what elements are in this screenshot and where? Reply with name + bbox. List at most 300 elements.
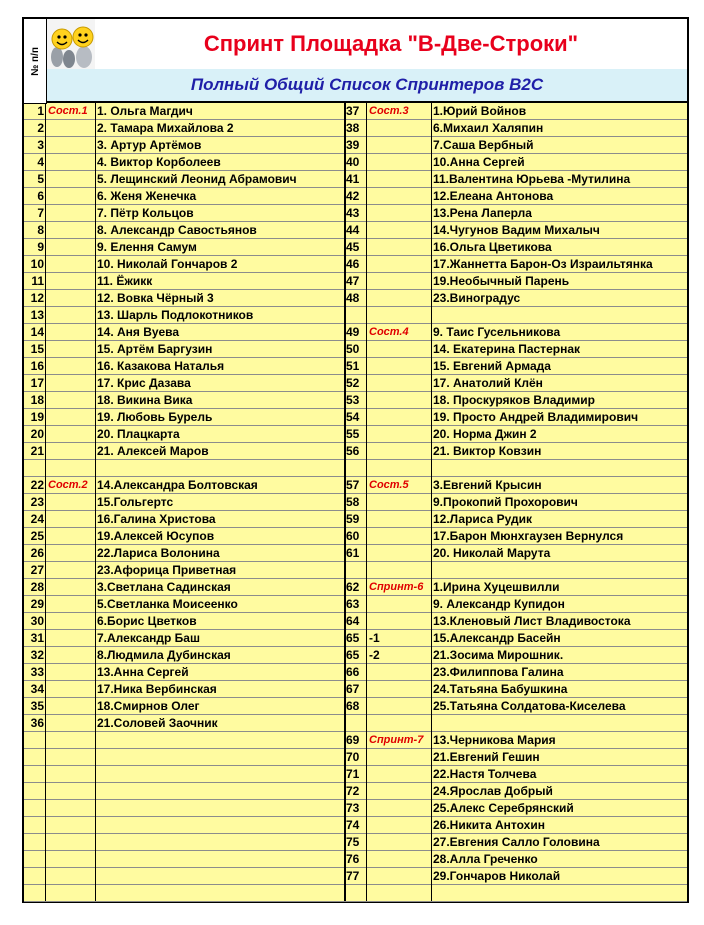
table-row (24, 579, 687, 596)
sprinter-right-cell: 12.Елеана Антонова (433, 189, 554, 203)
group-right-cell (367, 528, 431, 544)
row-number-left-cell: 5 (37, 172, 44, 186)
row-number-right-cell (345, 307, 366, 323)
column-divider (344, 103, 346, 901)
group-right-cell (367, 545, 431, 561)
table-row (24, 154, 687, 171)
table-row (24, 358, 687, 375)
row-number-right-cell: 41 (346, 172, 360, 186)
row-number-right-cell: 73 (346, 801, 360, 815)
sprinter-right-cell: 17. Анатолий Клён (433, 376, 543, 390)
table-row (24, 477, 687, 494)
group-right-cell (367, 205, 431, 221)
sprinter-left-cell: 6.Борис Цветков (97, 614, 197, 628)
group-right-cell (367, 851, 431, 867)
group-right-cell (367, 783, 431, 799)
table-row (24, 171, 687, 188)
row-number-right-cell: 40 (346, 155, 360, 169)
table-row (24, 613, 687, 630)
group-left-cell (46, 392, 95, 408)
row-number-left-cell: 9 (37, 240, 44, 254)
sprinter-left-cell: 13.Анна Сергей (97, 665, 189, 679)
table-row (24, 375, 687, 392)
sprinter-right-cell: 29.Гончаров Николай (433, 869, 561, 883)
row-number-left-cell: 1 (37, 104, 44, 118)
group-left-cell (46, 562, 95, 578)
row-number-right-cell: 65 (346, 648, 360, 662)
group-right-cell (367, 290, 431, 306)
column-divider (366, 103, 367, 901)
table-row (24, 647, 687, 664)
row-number-left-cell: 24 (30, 512, 44, 526)
row-number-right-cell: 44 (346, 223, 360, 237)
row-number-right-cell: 45 (346, 240, 360, 254)
row-number-right-cell: 63 (346, 597, 360, 611)
group-left-cell (46, 528, 95, 544)
sprinter-right-cell: 15.Александр Басейн (433, 631, 561, 645)
group-right-cell: Спринт-7 (369, 734, 424, 746)
row-number-right-cell: 46 (346, 257, 360, 271)
row-number-right-cell (345, 460, 366, 476)
table-row (24, 885, 687, 902)
table-row (24, 120, 687, 137)
sprinter-left-cell: 3.Светлана Садинская (97, 580, 231, 594)
group-right-cell (367, 443, 431, 459)
row-number-left-cell (24, 817, 45, 833)
row-number-left-cell: 16 (30, 359, 44, 373)
row-number-right-cell: 61 (346, 546, 360, 560)
row-number-right-cell: 66 (346, 665, 360, 679)
sprinter-right-cell: 26.Никита Антохин (433, 818, 545, 832)
table-row (24, 103, 687, 120)
sprinter-left-cell (96, 817, 344, 833)
group-right-cell (367, 664, 431, 680)
group-left-cell (46, 834, 95, 850)
sprinter-right-cell: 13.Рена Лаперла (433, 206, 532, 220)
row-number-right-cell: 42 (346, 189, 360, 203)
table-row (24, 528, 687, 545)
table-row (24, 392, 687, 409)
table-row (24, 205, 687, 222)
group-right-cell (367, 596, 431, 612)
group-left-cell (46, 868, 95, 884)
row-number-left-cell: 34 (30, 682, 44, 696)
sprinter-left-cell: 1. Ольга Магдич (97, 104, 193, 118)
sprinter-right-cell: 24.Ярослав Добрый (433, 784, 553, 798)
sprinter-left-cell: 6. Женя Женечка (97, 189, 197, 203)
row-number-left-cell: 18 (30, 393, 44, 407)
group-right-cell (367, 188, 431, 204)
sprinter-right-cell: 23.Филиппова Галина (433, 665, 564, 679)
row-number-left-cell: 30 (30, 614, 44, 628)
sprinter-left-cell: 13. Шарль Подлокотников (97, 308, 254, 322)
sprinter-left-cell (96, 749, 344, 765)
sprinter-right-cell: 16.Ольга Цветикова (433, 240, 552, 254)
group-left-cell (46, 596, 95, 612)
group-left-cell (46, 800, 95, 816)
row-number-left-cell: 35 (30, 699, 44, 713)
sprinter-left-cell (96, 834, 344, 850)
column-divider (45, 103, 46, 901)
row-number-right-cell: 50 (346, 342, 360, 356)
row-number-right-cell: 57 (346, 478, 360, 492)
column-divider (95, 103, 96, 901)
sprinter-left-cell: 7.Александр Баш (97, 631, 200, 645)
row-number-right-cell: 77 (346, 869, 360, 883)
row-number-left-cell (24, 783, 45, 799)
sprinter-right-cell: 20. Норма Джин 2 (433, 427, 537, 441)
group-left-cell (46, 375, 95, 391)
table-row (24, 426, 687, 443)
group-right-cell (367, 766, 431, 782)
row-number-left-cell: 7 (37, 206, 44, 220)
row-number-right-cell: 75 (346, 835, 360, 849)
sprinter-left-cell: 3. Артур Артёмов (97, 138, 202, 152)
group-right-cell (367, 426, 431, 442)
sprinter-right-cell: 21. Виктор Ковзин (433, 444, 542, 458)
sprinter-right-cell (432, 307, 688, 323)
table-row (24, 188, 687, 205)
group-left-cell (46, 154, 95, 170)
group-left-cell (46, 613, 95, 629)
sprinter-right-cell: 9. Таис Гусельникова (433, 325, 561, 339)
group-right-cell (367, 375, 431, 391)
sprinter-right-cell: 7.Саша Вербный (433, 138, 534, 152)
sprinter-left-cell (96, 732, 344, 748)
row-number-right-cell: 43 (346, 206, 360, 220)
sprinter-right-cell: 9. Александр Купидон (433, 597, 565, 611)
row-number-left-cell: 32 (30, 648, 44, 662)
sprinter-right-cell: 20. Николай Марута (433, 546, 551, 560)
row-number-header-label: № п/п (29, 46, 41, 76)
row-number-left-cell: 28 (30, 580, 44, 594)
row-number-left-cell: 21 (30, 444, 44, 458)
sprinter-right-cell: 19. Просто Андрей Владимирович (433, 410, 639, 424)
group-right-cell (367, 307, 431, 323)
table-row (24, 324, 687, 341)
group-left-cell (46, 579, 95, 595)
group-left-cell (46, 222, 95, 238)
row-number-right-cell: 53 (346, 393, 360, 407)
sprinter-left-cell (96, 783, 344, 799)
sprinter-right-cell: 14.Чугунов Вадим Михалыч (433, 223, 600, 237)
row-number-right-cell: 37 (346, 104, 360, 118)
page-title: Спринт Площадка "В-Две-Строки" (95, 19, 687, 70)
sprinter-right-cell: 17.Барон Мюнхгаузен Вернулся (433, 529, 624, 543)
sprinter-right-cell: 25.Татьяна Солдатова-Киселева (433, 699, 626, 713)
sprinter-right-cell: 22.Настя Толчева (433, 767, 537, 781)
table-row (24, 460, 687, 477)
row-number-left-cell: 22 (30, 478, 44, 492)
group-left-cell (46, 290, 95, 306)
sprinter-left-cell: 4. Виктор Корболеев (97, 155, 221, 169)
group-right-cell: Сост.4 (369, 326, 409, 338)
sprinter-left-cell: 14. Аня Вуева (97, 325, 180, 339)
row-number-left-cell (24, 800, 45, 816)
group-right-cell (367, 817, 431, 833)
sprinter-left-cell: 16. Казакова Наталья (97, 359, 225, 373)
row-number-left-cell: 12 (30, 291, 44, 305)
sprinter-left-cell (96, 868, 344, 884)
table-row (24, 256, 687, 273)
row-number-left-cell: 13 (30, 308, 44, 322)
table-row (24, 800, 687, 817)
sprinter-right-cell: 9.Прокопий Прохорович (433, 495, 578, 509)
spreadsheet (22, 17, 689, 903)
group-right-cell: Сост.3 (369, 105, 409, 117)
group-left-cell (46, 715, 95, 731)
sprinter-left-cell: 19.Алексей Юсупов (97, 529, 215, 543)
row-number-right-cell: 54 (346, 410, 360, 424)
row-number-left-cell: 8 (37, 223, 44, 237)
group-left-cell: Сост.1 (48, 105, 88, 117)
group-left-cell (46, 851, 95, 867)
group-right-cell (367, 494, 431, 510)
group-right-cell (367, 392, 431, 408)
table-row (24, 868, 687, 885)
group-right-cell (367, 698, 431, 714)
sprinter-right-cell: 14. Екатерина Пастернак (433, 342, 580, 356)
row-number-right-cell (345, 885, 366, 901)
group-right-cell: Сост.5 (369, 479, 409, 491)
sprinter-left-cell: 14.Александра Болтовская (97, 478, 258, 492)
sprinter-right-cell: 23.Виноградус (433, 291, 521, 305)
group-left-cell (46, 171, 95, 187)
group-right-cell (367, 358, 431, 374)
group-left-cell (46, 205, 95, 221)
table-row (24, 545, 687, 562)
table-row (24, 766, 687, 783)
row-number-right-cell: 51 (346, 359, 360, 373)
sprinter-left-cell: 23.Афорица Приветная (97, 563, 237, 577)
group-right-cell (367, 868, 431, 884)
table-row (24, 443, 687, 460)
table-row (24, 715, 687, 732)
row-number-right-cell: 62 (346, 580, 360, 594)
sprinter-left-cell: 19. Любовь Бурель (97, 410, 213, 424)
row-number-right-cell: 67 (346, 682, 360, 696)
sprinter-right-cell: 25.Алекс Серебрянский (433, 801, 574, 815)
row-number-left-cell: 27 (30, 563, 44, 577)
sprinter-left-cell: 10. Николай Гончаров 2 (97, 257, 238, 271)
row-number-left-cell: 11 (31, 274, 44, 288)
sprinter-right-cell: 1.Ирина Хуцешвилли (433, 580, 560, 594)
group-right-cell (367, 239, 431, 255)
row-number-right-cell: 70 (346, 750, 360, 764)
sprinter-left-cell: 5. Лещинский Леонид Абрамович (97, 172, 297, 186)
group-right-cell (367, 154, 431, 170)
group-right-cell (367, 171, 431, 187)
group-left-cell (46, 120, 95, 136)
sprinter-right-cell: 17.Жаннетта Барон-Оз Израильтянка (433, 257, 653, 271)
sprinter-left-cell: 18.Смирнов Олег (97, 699, 200, 713)
group-right-cell (367, 341, 431, 357)
sprinter-left-cell: 12. Вовка Чёрный 3 (97, 291, 214, 305)
row-number-right-cell: 55 (346, 427, 360, 441)
row-number-left-cell: 26 (30, 546, 44, 560)
group-left-cell (46, 783, 95, 799)
group-left-cell (46, 409, 95, 425)
group-right-cell (367, 613, 431, 629)
row-number-left-cell: 17 (30, 376, 44, 390)
row-number-header (24, 19, 47, 104)
sprinter-left-cell: 2. Тамара Михайлова 2 (97, 121, 234, 135)
row-number-left-cell (24, 766, 45, 782)
sprinter-right-cell (432, 715, 688, 731)
sprinter-left-cell (96, 800, 344, 816)
group-right-cell (367, 222, 431, 238)
row-number-left-cell (24, 732, 45, 748)
row-number-right-cell: 56 (346, 444, 360, 458)
sprinter-right-cell: 15. Евгений Армада (433, 359, 551, 373)
row-number-right-cell: 58 (346, 495, 360, 509)
table-row (24, 817, 687, 834)
table-row (24, 494, 687, 511)
sprinter-right-cell: 11.Валентина Юрьева -Мутилина (433, 172, 631, 186)
row-number-right-cell: 59 (346, 512, 360, 526)
row-number-right-cell: 74 (346, 818, 360, 832)
sprinter-left-cell (96, 766, 344, 782)
row-number-left-cell: 23 (30, 495, 44, 509)
sprinter-right-cell: 19.Необычный Парень (433, 274, 570, 288)
group-right-cell (367, 885, 431, 901)
sprinter-right-cell: 3.Евгений Крысин (433, 478, 542, 492)
group-left-cell (46, 817, 95, 833)
row-number-right-cell (345, 562, 366, 578)
row-number-left-cell: 10 (30, 257, 44, 271)
row-number-right-cell: 69 (346, 733, 360, 747)
row-number-left-cell: 25 (30, 529, 44, 543)
table-row (24, 732, 687, 749)
group-right-cell (367, 715, 431, 731)
row-number-right-cell: 48 (346, 291, 360, 305)
row-number-right-cell: 38 (346, 121, 360, 135)
table-row (24, 630, 687, 647)
group-left-cell (46, 630, 95, 646)
row-number-right-cell: 76 (346, 852, 360, 866)
sprinter-right-cell: 1.Юрий Войнов (433, 104, 527, 118)
group-left-cell (46, 188, 95, 204)
table-row (24, 222, 687, 239)
group-right-cell (367, 681, 431, 697)
group-left-cell (46, 681, 95, 697)
smiley-logo-icon (47, 19, 95, 69)
sprinter-left-cell: 22.Лариса Волонина (97, 546, 220, 560)
sprinter-right-cell: 24.Татьяна Бабушкина (433, 682, 568, 696)
row-number-right-cell: 65 (346, 631, 360, 645)
group-right-cell (367, 137, 431, 153)
group-right-cell (367, 749, 431, 765)
group-left-cell (46, 698, 95, 714)
page-subtitle: Полный Общий Список Спринтеров B2C (47, 69, 687, 103)
table-row (24, 749, 687, 766)
group-left-cell (46, 256, 95, 272)
row-number-left-cell (24, 749, 45, 765)
table-row (24, 698, 687, 715)
row-number-left-cell: 2 (37, 121, 44, 135)
table-row (24, 681, 687, 698)
sprinter-right-cell: 10.Анна Сергей (433, 155, 525, 169)
row-number-left-cell: 31 (30, 631, 44, 645)
table-row (24, 511, 687, 528)
group-left-cell (46, 443, 95, 459)
sprinter-left-cell: 8.Людмила Дубинская (97, 648, 231, 662)
group-left-cell (46, 732, 95, 748)
row-number-left-cell: 15 (30, 342, 44, 356)
row-number-right-cell: 71 (346, 767, 360, 781)
sprinter-left-cell: 9. Елення Самум (97, 240, 197, 254)
sprinter-right-cell: 18. Проскуряков Владимир (433, 393, 595, 407)
sprinter-right-cell: 13.Кленовый Лист Владивостока (433, 614, 631, 628)
sprinter-left-cell: 16.Галина Христова (97, 512, 216, 526)
table-row (24, 596, 687, 613)
group-left-cell (46, 324, 95, 340)
row-number-left-cell (24, 868, 45, 884)
group-left-cell (46, 307, 95, 323)
group-right-cell (367, 256, 431, 272)
table-row (24, 409, 687, 426)
group-right-cell (367, 460, 431, 476)
sprinter-right-cell: 21.Евгений Гешин (433, 750, 540, 764)
group-left-cell (46, 341, 95, 357)
group-left-cell (46, 494, 95, 510)
table-row (24, 307, 687, 324)
sprinter-left-cell: 17.Ника Вербинская (97, 682, 217, 696)
table-row (24, 341, 687, 358)
table-row (24, 783, 687, 800)
group-left-cell (46, 511, 95, 527)
group-right-cell: Спринт-6 (369, 581, 424, 593)
group-right-cell (367, 273, 431, 289)
table-row (24, 290, 687, 307)
row-number-right-cell: 72 (346, 784, 360, 798)
group-right-cell (367, 834, 431, 850)
group-left-cell (46, 749, 95, 765)
row-number-right-cell (345, 715, 366, 731)
group-right-cell: -1 (369, 631, 380, 645)
column-divider (431, 103, 432, 901)
group-right-cell (367, 409, 431, 425)
group-right-cell (367, 120, 431, 136)
group-right-cell (367, 562, 431, 578)
sprinter-left-cell: 21.Соловей Заочник (97, 716, 218, 730)
sprinter-left-cell (96, 885, 344, 901)
sprinter-right-cell (432, 885, 688, 901)
table-row (24, 273, 687, 290)
table-row (24, 137, 687, 154)
sprinter-right-cell (432, 562, 688, 578)
sprinter-right-cell: 28.Алла Греченко (433, 852, 538, 866)
row-number-right-cell: 49 (346, 325, 360, 339)
table-row (24, 562, 687, 579)
sprinter-left-cell: 8. Александр Савостьянов (97, 223, 257, 237)
row-number-left-cell: 20 (30, 427, 44, 441)
sprinter-left-cell (96, 851, 344, 867)
row-number-right-cell: 39 (346, 138, 360, 152)
row-number-right-cell: 68 (346, 699, 360, 713)
group-right-cell (367, 800, 431, 816)
sprinter-left-cell: 11. Ёжикк (97, 274, 153, 288)
group-left-cell (46, 426, 95, 442)
row-number-left-cell: 3 (37, 138, 44, 152)
row-number-right-cell: 52 (346, 376, 360, 390)
sprinter-right-cell (432, 460, 688, 476)
group-left-cell (46, 137, 95, 153)
sprinter-right-cell: 27.Евгения Салло Головина (433, 835, 600, 849)
row-number-right-cell: 47 (346, 274, 360, 288)
sprinter-left-cell: 7. Пётр Кольцов (97, 206, 194, 220)
row-number-left-cell: 33 (30, 665, 44, 679)
